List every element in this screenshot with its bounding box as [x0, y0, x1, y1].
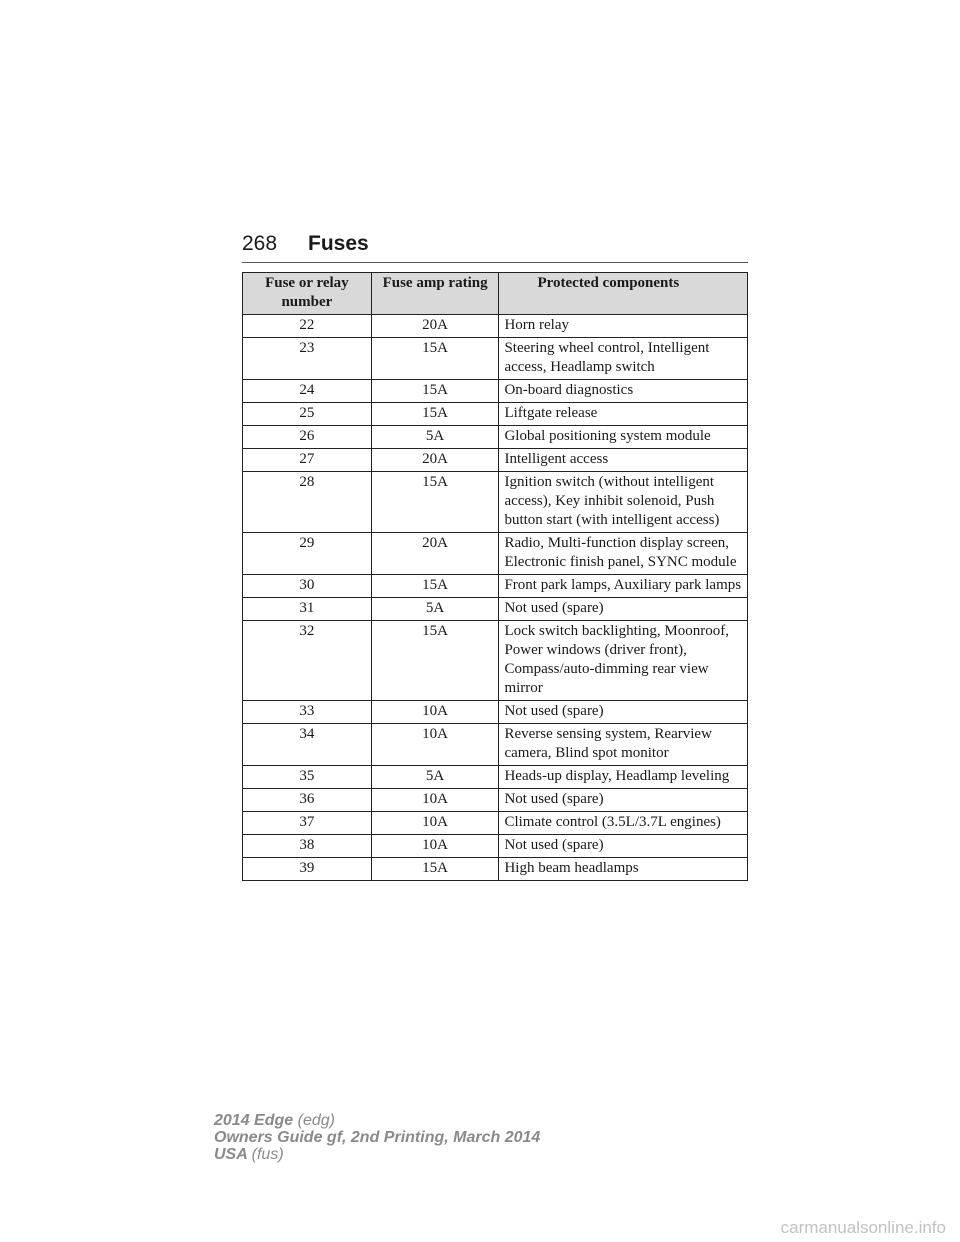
protected-components-cell: Not used (spare)	[499, 598, 748, 621]
protected-components-cell: Liftgate release	[499, 403, 748, 426]
fuse-number-cell: 36	[243, 789, 372, 812]
fuse-number-cell: 24	[243, 380, 372, 403]
table-row	[243, 701, 748, 724]
footer-market-code: (fus)	[251, 1146, 284, 1163]
table-row	[243, 766, 748, 789]
table-row	[243, 858, 748, 881]
column-header-fuse-number: Fuse or relay number	[243, 273, 372, 315]
fuse-number-cell: 25	[243, 403, 372, 426]
table-row	[243, 789, 748, 812]
fuse-number-cell: 38	[243, 835, 372, 858]
column-header-amp-rating: Fuse amp rating	[371, 273, 499, 315]
amp-rating-cell: 10A	[371, 789, 499, 812]
amp-rating-cell: 10A	[371, 701, 499, 724]
table-row	[243, 338, 748, 380]
footer-model-code: (edg)	[297, 1112, 335, 1129]
table-row	[243, 315, 748, 338]
section-title: Fuses	[308, 232, 369, 255]
amp-rating-cell: 15A	[371, 472, 499, 533]
fuse-number-cell: 34	[243, 724, 372, 766]
fuse-number-cell: 26	[243, 426, 372, 449]
amp-rating-cell: 15A	[371, 338, 499, 380]
fuse-number-cell: 37	[243, 812, 372, 835]
fuse-number-cell: 23	[243, 338, 372, 380]
amp-rating-cell: 5A	[371, 766, 499, 789]
fuse-number-cell: 30	[243, 575, 372, 598]
table-row	[243, 598, 748, 621]
protected-components-cell: Horn relay	[499, 315, 748, 338]
footer-line-3	[214, 1146, 540, 1163]
table-header-row	[243, 273, 748, 315]
table-row	[243, 426, 748, 449]
amp-rating-cell: 15A	[371, 380, 499, 403]
header-rule	[242, 262, 748, 263]
footer-line-1	[214, 1112, 540, 1129]
amp-rating-cell: 20A	[371, 533, 499, 575]
protected-components-cell: Reverse sensing system, Rearview camera, Blind spot monitor	[499, 724, 748, 766]
fuse-number-cell: 39	[243, 858, 372, 881]
amp-rating-cell: 15A	[371, 621, 499, 701]
table-row	[243, 621, 748, 701]
footer-line-2: Owners Guide gf, 2nd Printing, March 2014	[214, 1129, 541, 1146]
amp-rating-cell: 20A	[371, 449, 499, 472]
protected-components-cell: Front park lamps, Auxiliary park lamps	[499, 575, 748, 598]
amp-rating-cell: 15A	[371, 858, 499, 881]
page-header	[242, 232, 748, 262]
protected-components-cell: On-board diagnostics	[499, 380, 748, 403]
column-header-protected-components: Protected components	[499, 273, 748, 315]
protected-components-cell: High beam headlamps	[499, 858, 748, 881]
table-row	[243, 449, 748, 472]
protected-components-cell: Global positioning system module	[499, 426, 748, 449]
fuse-number-cell: 27	[243, 449, 372, 472]
table-row	[243, 812, 748, 835]
table-row	[243, 724, 748, 766]
amp-rating-cell: 15A	[371, 403, 499, 426]
table-row	[243, 380, 748, 403]
protected-components-cell: Ignition switch (without intelligent access), Key inhibit solenoid, Push button start (with intelligent access)	[499, 472, 748, 533]
watermark: carmanualsonline.info	[780, 1218, 946, 1237]
amp-rating-cell: 10A	[371, 724, 499, 766]
amp-rating-cell: 20A	[371, 315, 499, 338]
fuse-number-cell: 35	[243, 766, 372, 789]
fuse-table	[242, 272, 748, 881]
footer-market: USA	[214, 1146, 248, 1163]
footer-model: 2014 Edge	[214, 1112, 294, 1129]
table-body	[243, 315, 748, 881]
fuse-number-cell: 22	[243, 315, 372, 338]
fuse-number-cell: 29	[243, 533, 372, 575]
fuse-number-cell: 33	[243, 701, 372, 724]
amp-rating-cell: 10A	[371, 835, 499, 858]
fuse-number-cell: 28	[243, 472, 372, 533]
protected-components-cell: Steering wheel control, Intelligent access, Headlamp switch	[499, 338, 748, 380]
amp-rating-cell: 10A	[371, 812, 499, 835]
protected-components-cell: Not used (spare)	[499, 789, 748, 812]
amp-rating-cell: 5A	[371, 598, 499, 621]
protected-components-cell: Intelligent access	[499, 449, 748, 472]
protected-components-cell: Not used (spare)	[499, 835, 748, 858]
table-row	[243, 575, 748, 598]
fuse-number-cell: 31	[243, 598, 372, 621]
table-row	[243, 472, 748, 533]
table-row	[243, 403, 748, 426]
amp-rating-cell: 5A	[371, 426, 499, 449]
fuse-number-cell: 32	[243, 621, 372, 701]
protected-components-cell: Lock switch backlighting, Moonroof, Power windows (driver front), Compass/auto-dimming rear view mirror	[499, 621, 748, 701]
protected-components-cell: Radio, Multi-function display screen, Electronic finish panel, SYNC module	[499, 533, 748, 575]
table-row	[243, 835, 748, 858]
amp-rating-cell: 15A	[371, 575, 499, 598]
table-row	[243, 533, 748, 575]
page-number: 268	[242, 232, 278, 255]
protected-components-cell: Heads-up display, Headlamp leveling	[499, 766, 748, 789]
protected-components-cell: Climate control (3.5L/3.7L engines)	[499, 812, 748, 835]
protected-components-cell: Not used (spare)	[499, 701, 748, 724]
footer	[214, 1112, 540, 1163]
